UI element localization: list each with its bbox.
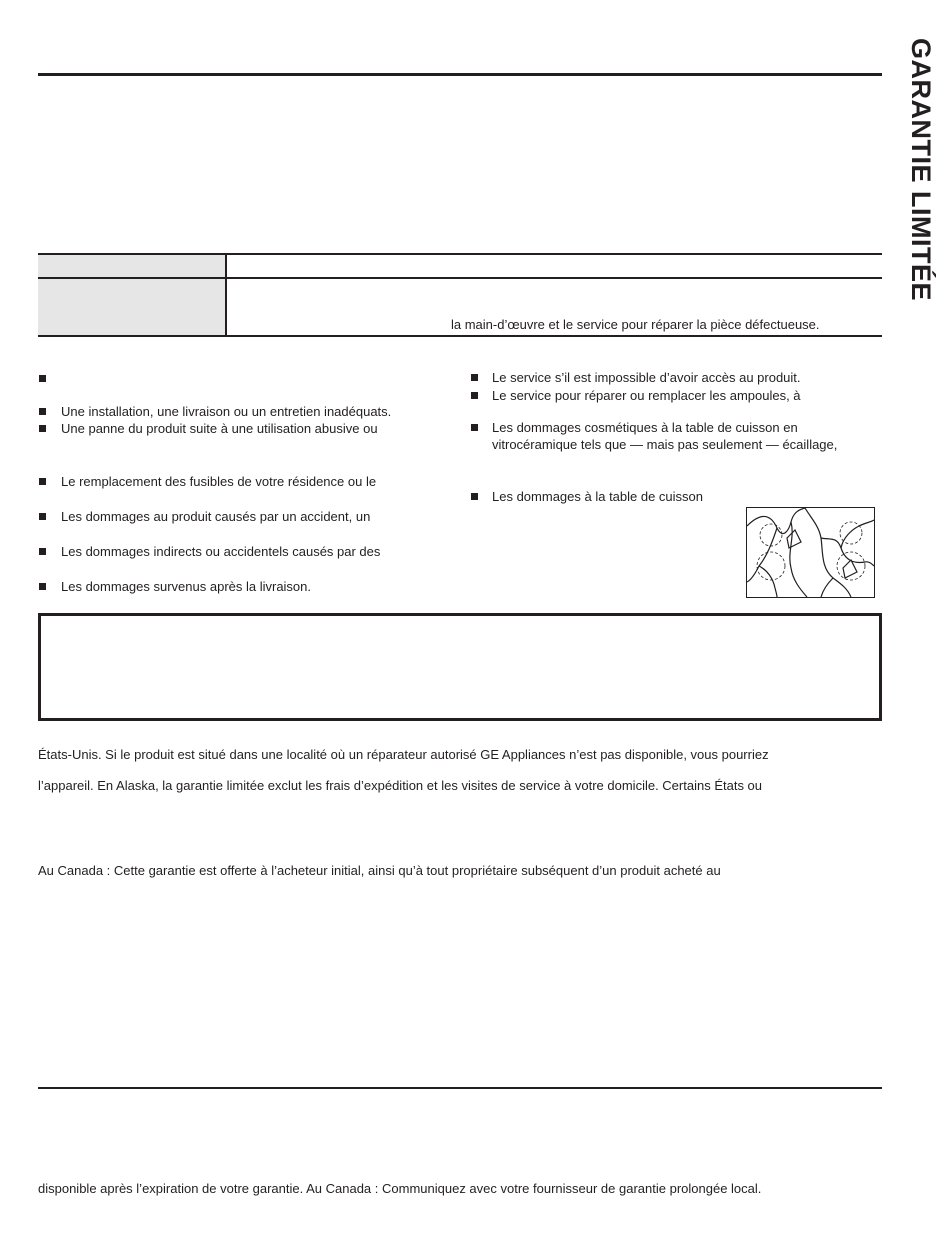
bullet-icon — [39, 513, 46, 520]
footer-line: disponible après l’expiration de votre garantie. Au Canada : Communiquez avec votre fournisseur de garantie prolongée local. — [38, 1181, 762, 1196]
list-item: Les dommages au produit causés par un accident, un — [61, 509, 371, 524]
list-item: Les dommages survenus après la livraison. — [61, 579, 312, 594]
us-paragraph-line-1: États-Unis. Si le produit est situé dans une localité où un réparateur autorisé GE Appliances n’est pas disponible, vous pourriez — [38, 747, 769, 762]
us-paragraph-line-2: l’appareil. En Alaska, la garantie limitée exclut les frais d’expédition et les visites de service à votre domicile. Certains États ou — [38, 778, 763, 793]
list-item: Les dommages indirects ou accidentels causés par des — [61, 544, 381, 559]
table-row2-text: la main-d’œuvre et le service pour réparer la pièce défectueuse. — [451, 317, 820, 332]
list-item: Le service pour réparer ou remplacer les ampoules, à — [492, 388, 801, 403]
list-item: Le remplacement des fusibles de votre résidence ou le — [61, 474, 377, 489]
list-item: Les dommages cosmétiques à la table de cuisson en — [492, 420, 798, 435]
bottom-rule — [38, 1087, 882, 1089]
bullet-icon — [39, 408, 46, 415]
table-row2-label-cell — [38, 279, 225, 335]
side-title: GARANTIE LIMITÉE — [906, 38, 936, 301]
table-bottom-rule — [38, 335, 882, 337]
cracked-cooktop-illustration — [746, 507, 875, 598]
bullet-icon — [471, 374, 478, 381]
list-item: Le service s’il est impossible d’avoir accès au produit. — [492, 370, 801, 385]
table-row1-label-cell — [38, 255, 225, 277]
bullet-icon — [39, 425, 46, 432]
canada-paragraph-line: Au Canada : Cette garantie est offerte à l’acheteur initial, ainsi qu’à tout propriétaire subséquent d’un produit acheté au — [38, 863, 721, 878]
bullet-icon — [471, 493, 478, 500]
bullet-icon — [39, 548, 46, 555]
bullet-icon — [471, 424, 478, 431]
cracked-glass-icon — [747, 508, 874, 597]
list-item-continuation: vitrocéramique tels que — mais pas seulement — écaillage, — [492, 437, 838, 452]
table-column-divider — [225, 253, 227, 337]
list-item: Une installation, une livraison ou un entretien inadéquats. — [61, 404, 392, 419]
list-item: Une panne du produit suite à une utilisation abusive ou — [61, 421, 378, 436]
bullet-icon — [471, 392, 478, 399]
list-item: Les dommages à la table de cuisson — [492, 489, 704, 504]
top-rule — [38, 73, 882, 76]
bullet-icon — [39, 375, 46, 382]
bullet-icon — [39, 583, 46, 590]
bullet-icon — [39, 478, 46, 485]
notice-box — [38, 613, 882, 721]
